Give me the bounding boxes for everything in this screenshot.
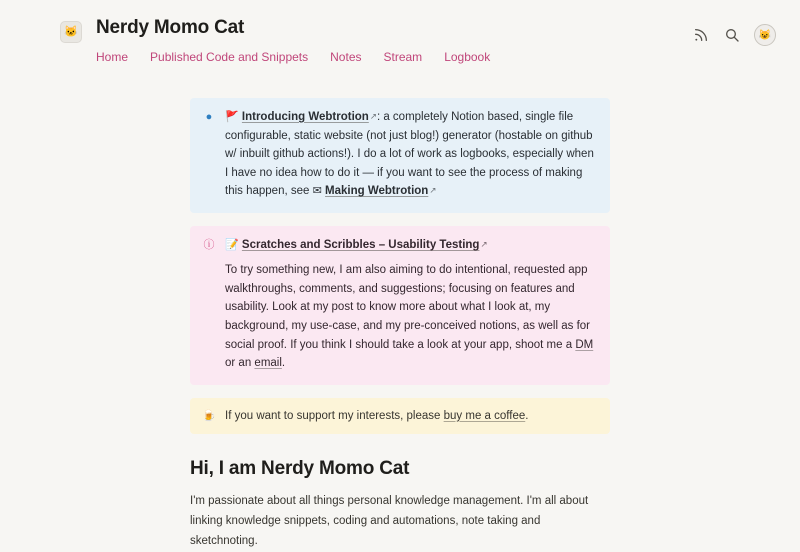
main-nav [96,50,692,64]
site-header [0,0,800,64]
callout-webtrotion-text: : a completely Notion based, single file configurable, static website (not just blog!) generator (hostable on github w/ inbuilt github actions!). I do a lot of work as logbooks, especially when I have no idea how to do it — if you want to see the process of making this happen, see [225,110,594,198]
callout-usability-title-row [225,236,598,255]
nav-logbook[interactable]: Logbook [444,49,491,64]
info-circle-icon: ⓘ [203,239,215,252]
link-email[interactable]: email [254,357,282,370]
avatar-glyph: 😺 [758,29,772,41]
callout-webtrotion-body [225,108,598,202]
header-title-block [96,16,692,64]
callout-webtrotion [190,98,610,214]
link-buy-me-a-coffee[interactable]: buy me a coffee [443,409,526,422]
search-icon[interactable] [723,27,740,44]
external-link-icon-3: ↗ [480,239,488,250]
envelope-emoji: ✉ [312,185,322,198]
callout-usability-or: or an [225,357,252,370]
external-link-icon: ↗ [369,110,377,121]
callout-usability-body [225,236,598,373]
callout-usability-testing [190,226,610,385]
link-dm[interactable]: DM [575,338,594,351]
avatar-icon[interactable] [754,24,776,46]
callout-usability-paragraph [225,261,598,373]
intro-paragraph: I'm passionate about all things personal knowledge management. I'm all about linking knowledge snippets, coding and automations, note taking and sketchnoting. [190,495,589,547]
rss-icon[interactable] [692,27,709,44]
link-scratches-and-scribbles[interactable]: Scratches and Scribbles – Usability Testing [241,239,480,252]
beer-mug-icon: 🍺 [202,409,216,422]
external-link-icon-2: ↗ [429,185,437,196]
link-introducing-webtrotion[interactable]: Introducing Webtrotion [241,110,369,123]
callout-usability-text: To try something new, I am also aiming to do intentional, requested app walkthroughs, comments, and suggestions; focusing on features and usability. Look at my post to know more about what I look at, my background, my use-case, and my pre-conceived notions, as well as for social proof. If you think I should take a look at your app, shoot me a [225,264,590,351]
nav-published-code-and-snippets[interactable]: Published Code and Snippets [150,49,309,64]
header-actions [692,24,776,46]
nav-stream[interactable]: Stream [383,49,423,64]
memo-emoji: 📝 [225,239,239,252]
blue-dot-icon: ● [205,110,213,123]
callout-support-body [225,407,598,426]
callout-support [190,398,610,435]
page-title: Nerdy Momo Cat [96,17,245,38]
callout-support-period: . [525,409,529,422]
nav-notes[interactable]: Notes [330,49,362,64]
link-making-webtrotion[interactable]: Making Webtrotion [325,185,429,198]
callout-usability-period: . [281,357,286,370]
nav-home[interactable]: Home [96,49,129,64]
flag-emoji: 🚩 [225,110,239,123]
intro-heading: Hi, I am Nerdy Momo Cat [190,458,410,480]
cat-logo-glyph: 🐱 [64,25,78,38]
cat-logo-icon[interactable] [60,21,82,43]
page-content [190,98,610,552]
callout-support-text: If you want to support my interests, please [225,409,441,422]
